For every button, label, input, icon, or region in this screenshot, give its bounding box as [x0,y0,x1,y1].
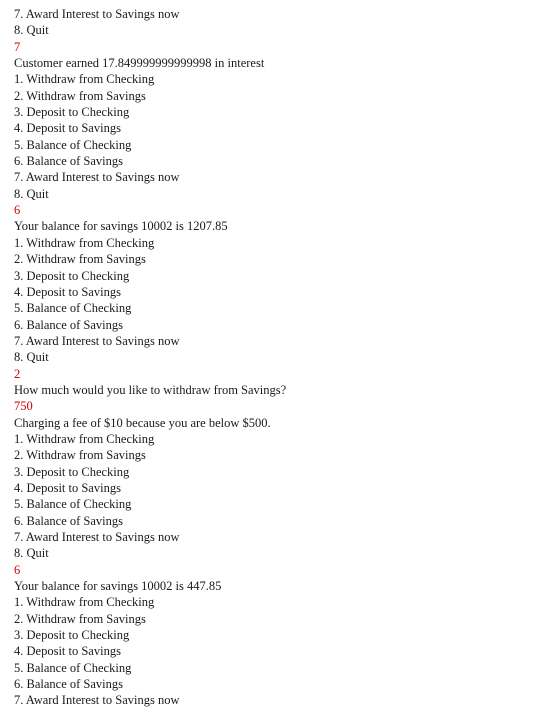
user-input-line: 2 [14,366,21,381]
menu-option-line: 1. Withdraw from Checking [14,72,155,87]
user-input-line: 7 [14,39,21,54]
menu-option-line: 8. Quit [14,186,49,201]
menu-option-line: 3. Deposit to Checking [14,464,130,479]
menu-option-line: 5. Balance of Checking [14,301,132,316]
menu-option-line: 7. Award Interest to Savings now [14,333,180,348]
menu-option-line: 8. Quit [14,23,49,38]
program-output-line: Charging a fee of $10 because you are below $500. [14,415,271,430]
menu-option-line: 6. Balance of Savings [14,154,124,169]
menu-option-line: 1. Withdraw from Checking [14,235,155,250]
program-output-line: How much would you like to withdraw from Savings? [14,382,287,397]
menu-option-line: 7. Award Interest to Savings now [14,693,180,708]
user-input-line: 6 [14,203,21,218]
menu-option-line: 4. Deposit to Savings [14,644,121,659]
program-output-line: Customer earned 17.849999999999998 in interest [14,56,265,71]
menu-option-line: 4. Deposit to Savings [14,480,121,495]
menu-option-line: 8. Quit [14,350,49,365]
menu-option-line: 2. Withdraw from Savings [14,448,146,463]
menu-option-line: 4. Deposit to Savings [14,121,121,136]
program-output-line: Your balance for savings 10002 is 1207.85 [14,219,228,234]
program-output-line: Your balance for savings 10002 is 447.85 [14,579,222,594]
menu-option-line: 2. Withdraw from Savings [14,611,146,626]
menu-option-line: 7. Award Interest to Savings now [14,7,180,21]
menu-option-line: 5. Balance of Checking [14,660,132,675]
console-output [14,6,548,709]
menu-option-line: 2. Withdraw from Savings [14,252,146,267]
menu-option-line: 4. Deposit to Savings [14,284,121,299]
menu-option-line: 7. Award Interest to Savings now [14,530,180,544]
menu-option-line: 3. Deposit to Checking [14,105,130,120]
menu-option-line: 7. Award Interest to Savings now [14,170,180,185]
menu-option-line: 8. Quit [14,546,49,561]
menu-option-line: 5. Balance of Checking [14,497,132,512]
menu-option-line: 1. Withdraw from Checking [14,595,155,610]
user-input-line: 750 [14,399,33,414]
menu-option-line: 3. Deposit to Checking [14,628,130,643]
menu-option-line: 6. Balance of Savings [14,317,124,332]
menu-option-line: 6. Balance of Savings [14,677,124,692]
menu-option-line: 5. Balance of Checking [14,137,132,152]
menu-option-line: 3. Deposit to Checking [14,268,130,283]
menu-option-line: 2. Withdraw from Savings [14,88,146,103]
user-input-line: 6 [14,562,21,577]
menu-option-line: 6. Balance of Savings [14,513,124,528]
menu-option-line: 1. Withdraw from Checking [14,431,155,446]
